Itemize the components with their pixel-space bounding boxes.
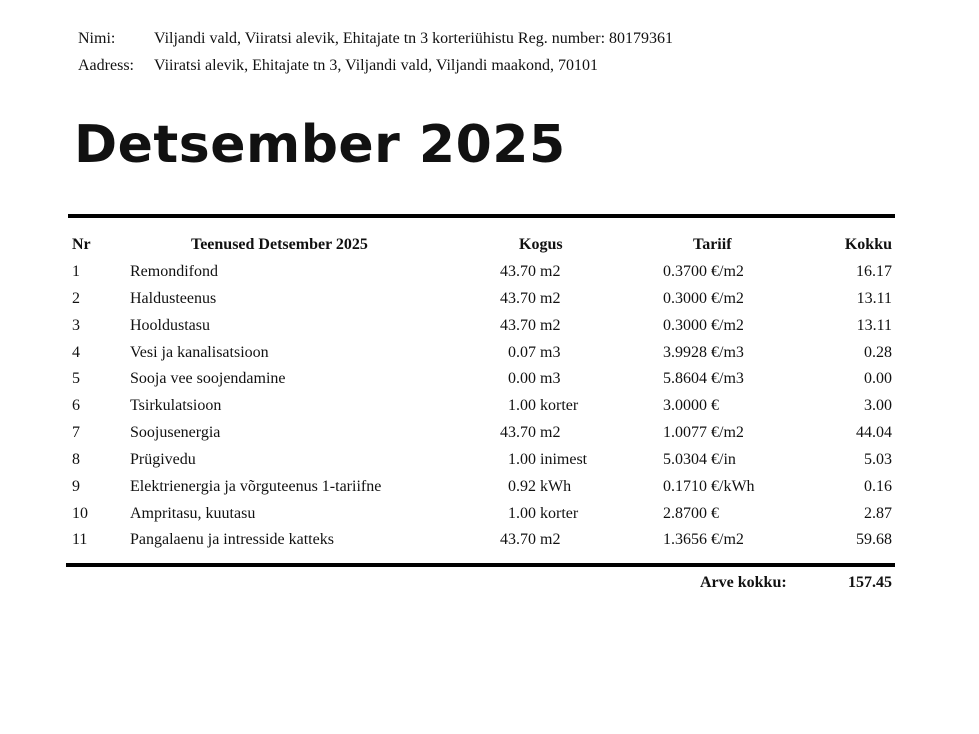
row-rate: 5.0304 €/in xyxy=(663,451,736,468)
row-quantity-unit: korter xyxy=(540,397,579,414)
table-header-row xyxy=(0,231,979,258)
customer-name-label: Nimi: xyxy=(78,30,116,47)
header-service: Teenused Detsember 2025 xyxy=(191,236,368,253)
row-quantity xyxy=(493,258,583,285)
row-total: 0.16 xyxy=(864,478,892,495)
row-nr: 10 xyxy=(72,505,88,522)
row-total: 0.00 xyxy=(864,370,892,387)
row-quantity-unit: kWh xyxy=(540,478,572,495)
row-rate: 0.3000 €/m2 xyxy=(663,290,744,307)
row-quantity xyxy=(493,312,583,339)
row-nr: 2 xyxy=(72,290,80,307)
table-bottom-rule xyxy=(66,563,895,567)
table-row xyxy=(0,312,979,339)
row-rate: 2.8700 € xyxy=(663,505,719,522)
table-row xyxy=(0,285,979,312)
row-service: Tsirkulatsioon xyxy=(130,397,222,414)
period-title: Detsember 2025 xyxy=(74,115,566,175)
row-quantity-value: 0.07 xyxy=(508,344,536,361)
row-service: Vesi ja kanalisatsioon xyxy=(130,344,269,361)
row-service: Sooja vee soojendamine xyxy=(130,370,286,387)
table-row xyxy=(0,446,979,473)
row-quantity xyxy=(493,365,583,392)
row-nr: 5 xyxy=(72,370,80,387)
table-row xyxy=(0,526,979,553)
row-quantity-value: 0.00 xyxy=(508,370,536,387)
row-service: Ampritasu, kuutasu xyxy=(130,505,256,522)
row-quantity-unit: korter xyxy=(540,505,579,522)
row-quantity-unit: m2 xyxy=(540,263,561,280)
row-quantity xyxy=(493,419,583,446)
row-nr: 7 xyxy=(72,424,80,441)
row-nr: 3 xyxy=(72,317,80,334)
row-service: Pangalaenu ja intresside katteks xyxy=(130,531,334,548)
row-nr: 1 xyxy=(72,263,80,280)
table-row xyxy=(0,392,979,419)
row-nr: 8 xyxy=(72,451,80,468)
row-quantity xyxy=(493,339,583,366)
header-total: Kokku xyxy=(844,236,892,253)
table-row xyxy=(0,500,979,527)
row-total: 13.11 xyxy=(856,317,892,334)
row-service: Elektrienergia ja võrguteenus 1-tariifne xyxy=(130,478,382,495)
row-quantity-unit: m2 xyxy=(540,290,561,307)
row-quantity xyxy=(493,392,583,419)
row-quantity-value: 43.70 xyxy=(500,424,536,441)
row-nr: 11 xyxy=(72,531,88,548)
table-row xyxy=(0,365,979,392)
row-total: 0.28 xyxy=(864,344,892,361)
row-rate: 1.3656 €/m2 xyxy=(663,531,744,548)
row-total: 3.00 xyxy=(864,397,892,414)
invoice-total-value: 157.45 xyxy=(848,574,892,591)
row-rate: 3.9928 €/m3 xyxy=(663,344,744,361)
row-quantity-unit: inimest xyxy=(540,451,588,468)
row-quantity-value: 1.00 xyxy=(508,397,536,414)
row-total: 44.04 xyxy=(856,424,892,441)
row-quantity-unit: m3 xyxy=(540,344,561,361)
row-quantity xyxy=(493,285,583,312)
row-quantity-value: 1.00 xyxy=(508,505,536,522)
row-quantity-unit: m2 xyxy=(540,531,561,548)
row-rate: 1.0077 €/m2 xyxy=(663,424,744,441)
row-service: Haldusteenus xyxy=(130,290,217,307)
row-rate: 5.8604 €/m3 xyxy=(663,370,744,387)
row-nr: 4 xyxy=(72,344,80,361)
table-row xyxy=(0,473,979,500)
customer-address-label: Aadress: xyxy=(78,57,134,74)
customer-address-value: Viiratsi alevik, Ehitajate tn 3, Viljandi vald, Viljandi maakond, 70101 xyxy=(154,57,598,74)
row-quantity-value: 1.00 xyxy=(508,451,536,468)
header-rate: Tariif xyxy=(693,236,732,253)
invoice-total-label: Arve kokku: xyxy=(700,574,787,591)
row-total: 16.17 xyxy=(856,263,892,280)
header-quantity: Kogus xyxy=(519,236,563,253)
header-nr: Nr xyxy=(72,236,91,253)
row-quantity xyxy=(493,473,583,500)
row-service: Remondifond xyxy=(130,263,218,280)
row-rate: 0.3000 €/m2 xyxy=(663,317,744,334)
row-quantity-value: 43.70 xyxy=(500,263,536,280)
row-total: 5.03 xyxy=(864,451,892,468)
row-quantity-unit: m3 xyxy=(540,370,561,387)
row-total: 13.11 xyxy=(856,290,892,307)
row-quantity-unit: m2 xyxy=(540,317,561,334)
row-quantity-unit: m2 xyxy=(540,424,561,441)
row-nr: 9 xyxy=(72,478,80,495)
row-service: Soojusenergia xyxy=(130,424,221,441)
row-nr: 6 xyxy=(72,397,80,414)
row-quantity xyxy=(493,500,583,527)
row-quantity-value: 43.70 xyxy=(500,290,536,307)
row-rate: 3.0000 € xyxy=(663,397,719,414)
customer-name-value: Viljandi vald, Viiratsi alevik, Ehitajate tn 3 korteriühistu Reg. number: 80179361 xyxy=(154,30,674,47)
row-quantity xyxy=(493,526,583,553)
row-quantity-value: 43.70 xyxy=(500,531,536,548)
row-rate: 0.3700 €/m2 xyxy=(663,263,744,280)
row-total: 59.68 xyxy=(856,531,892,548)
table-row xyxy=(0,339,979,366)
row-service: Prügivedu xyxy=(130,451,196,468)
table-row xyxy=(0,419,979,446)
row-quantity-value: 0.92 xyxy=(508,478,536,495)
row-service: Hooldustasu xyxy=(130,317,210,334)
table-row xyxy=(0,258,979,285)
row-quantity xyxy=(493,446,588,473)
row-quantity-value: 43.70 xyxy=(500,317,536,334)
row-rate: 0.1710 €/kWh xyxy=(663,478,755,495)
row-total: 2.87 xyxy=(864,505,892,522)
